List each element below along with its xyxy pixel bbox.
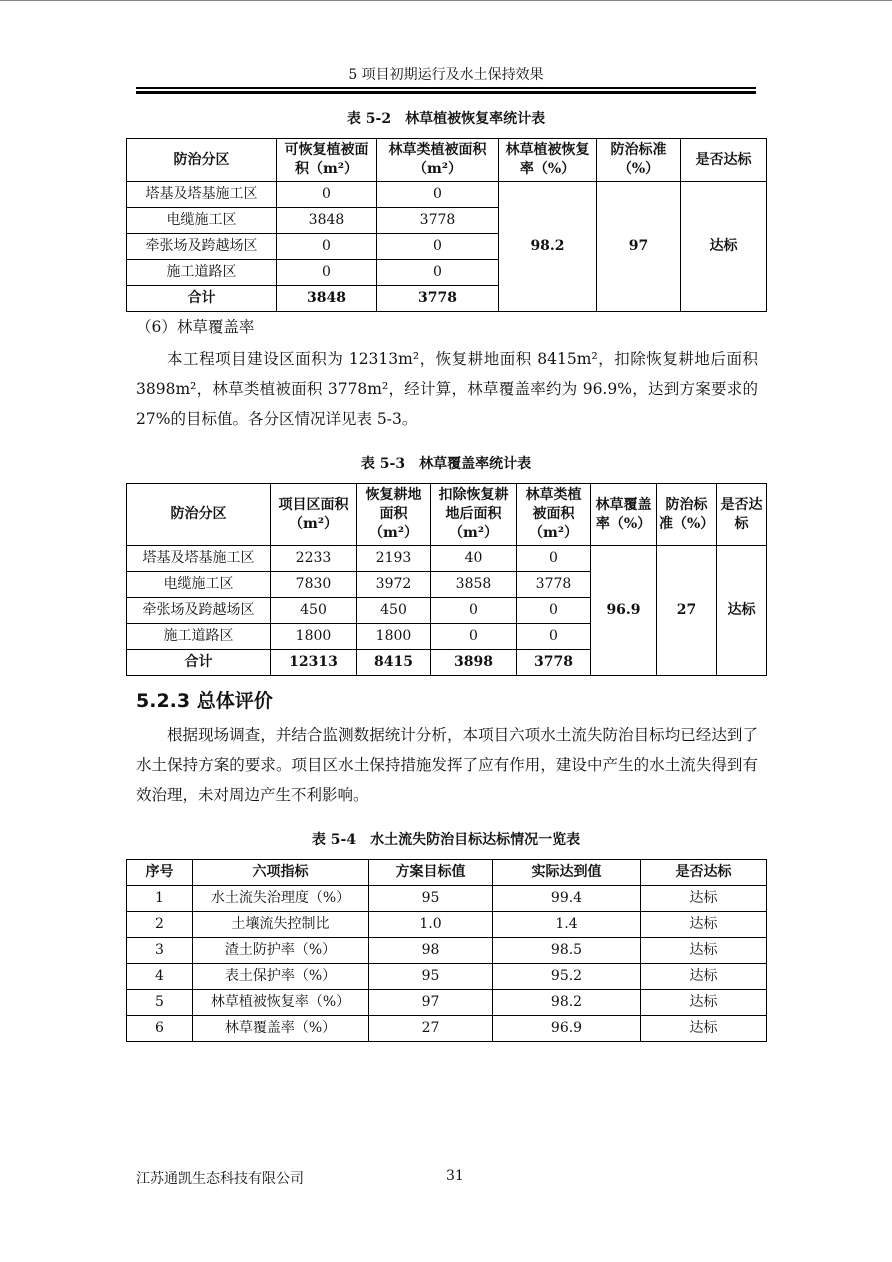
table-cell: 3778 [377, 286, 499, 312]
table-cell: 牵张场及跨越场区 [127, 598, 271, 624]
table-cell: 达标 [641, 964, 767, 990]
table-cell: 7830 [271, 572, 357, 598]
merged-standard-cell: 27 [657, 546, 717, 676]
table-cell: 1.0 [369, 912, 493, 938]
table-cell: 渣土防护率（%） [193, 938, 369, 964]
column-header: 林草植被恢复率（%） [499, 139, 597, 182]
table-cell: 塔基及塔基施工区 [127, 182, 277, 208]
table-cell: 2 [127, 912, 193, 938]
table-cell: 1800 [357, 624, 431, 650]
table-5-4-number: 表 5-4 [311, 832, 357, 848]
table-cell: 牵张场及跨越场区 [127, 234, 277, 260]
column-header: 是否达标 [717, 484, 767, 546]
table-5-4-caption [136, 829, 756, 849]
paragraph-text: 本工程项目建设区面积为 12313m²，恢复耕地面积 8415m²，扣除恢复耕地后面积 3898m²，林草类植被面积 3778m²，经计算，林草覆盖率约为 96.9%，达到方案要求的 27%的目标值。各分区情况详见表 5-3。 [136, 350, 758, 428]
table-5-3-number: 表 5-3 [360, 456, 406, 472]
table-row [127, 938, 767, 964]
page-top-border [0, 0, 892, 1]
table-5-2-title: 林草植被恢复率统计表 [405, 111, 546, 127]
table-cell: 450 [357, 598, 431, 624]
table-cell: 98 [369, 938, 493, 964]
table-5-3 [126, 483, 767, 676]
column-header: 林草覆盖率（%） [591, 484, 657, 546]
table-cell: 1800 [271, 624, 357, 650]
column-header: 是否达标 [641, 860, 767, 886]
table-cell: 水土流失治理度（%） [193, 886, 369, 912]
table-row [127, 964, 767, 990]
table-row [127, 912, 767, 938]
table-cell: 450 [271, 598, 357, 624]
column-header: 项目区面积（m²） [271, 484, 357, 546]
table-cell: 2193 [357, 546, 431, 572]
table-cell: 3972 [357, 572, 431, 598]
merged-rate-cell: 96.9 [591, 546, 657, 676]
column-header: 扣除恢复耕地后面积（m²） [431, 484, 517, 546]
table-cell: 0 [377, 182, 499, 208]
table-cell: 达标 [641, 938, 767, 964]
table-cell: 0 [277, 260, 377, 286]
table-5-4-title: 水土流失防治目标达标情况一览表 [370, 832, 581, 848]
table-cell: 达标 [641, 886, 767, 912]
table-cell: 0 [377, 234, 499, 260]
table-cell: 98.2 [493, 990, 641, 1016]
merged-result-cell: 达标 [681, 182, 767, 312]
table-cell: 1 [127, 886, 193, 912]
column-header: 六项指标 [193, 860, 369, 886]
table-cell: 8415 [357, 650, 431, 676]
table-row [127, 139, 767, 182]
column-header: 实际达到值 [493, 860, 641, 886]
column-header: 防治标准（%） [657, 484, 717, 546]
header-rule-thick [136, 91, 756, 94]
column-header: 防治分区 [127, 484, 271, 546]
table-cell: 林草植被恢复率（%） [193, 990, 369, 1016]
merged-rate-cell: 98.2 [499, 182, 597, 312]
table-cell: 施工道路区 [127, 624, 271, 650]
column-header: 防治标准（%） [597, 139, 681, 182]
paragraph-text: 根据现场调查，并结合监测数据统计分析，本项目六项水土流失防治目标均已经达到了水土保持方案的要求。项目区水土保持措施发挥了应有作用，建设中产生的水土流失得到有效治理，未对周边产生不利影响。 [136, 726, 758, 804]
table-cell: 达标 [641, 1016, 767, 1042]
header-rule-thin [136, 87, 756, 89]
table-cell: 5 [127, 990, 193, 1016]
table-row [127, 860, 767, 886]
table-cell: 3848 [277, 208, 377, 234]
section-heading: 5.2.3 总体评价 [136, 690, 273, 712]
table-cell: 2233 [271, 546, 357, 572]
table-cell: 97 [369, 990, 493, 1016]
table-cell: 40 [431, 546, 517, 572]
table-cell: 3898 [431, 650, 517, 676]
merged-result-cell: 达标 [717, 546, 767, 676]
table-cell: 合计 [127, 286, 277, 312]
merged-standard-cell: 97 [597, 182, 681, 312]
table-cell: 塔基及塔基施工区 [127, 546, 271, 572]
running-header: 5 项目初期运行及水土保持效果 [348, 67, 544, 83]
table-cell: 0 [377, 260, 499, 286]
table-cell: 0 [517, 546, 591, 572]
column-header: 林草类植被面积（m²） [517, 484, 591, 546]
paragraph-evaluation [136, 720, 758, 810]
table-cell: 27 [369, 1016, 493, 1042]
table-cell: 达标 [641, 912, 767, 938]
table-cell: 0 [517, 624, 591, 650]
table-cell: 95 [369, 886, 493, 912]
column-header: 林草类植被面积（m²） [377, 139, 499, 182]
table-cell: 合计 [127, 650, 271, 676]
column-header: 可恢复植被面积（m²） [277, 139, 377, 182]
table-cell: 0 [431, 598, 517, 624]
table-cell: 12313 [271, 650, 357, 676]
table-cell: 3 [127, 938, 193, 964]
table-row [127, 990, 767, 1016]
table-cell: 96.9 [493, 1016, 641, 1042]
table-cell: 0 [517, 598, 591, 624]
column-header: 是否达标 [681, 139, 767, 182]
table-5-3-caption [136, 453, 756, 473]
table-row [127, 182, 767, 208]
table-cell: 3858 [431, 572, 517, 598]
table-cell: 4 [127, 964, 193, 990]
table-cell: 0 [277, 182, 377, 208]
table-cell: 电缆施工区 [127, 208, 277, 234]
table-5-2-caption [136, 108, 756, 128]
column-header: 方案目标值 [369, 860, 493, 886]
table-cell: 3778 [517, 650, 591, 676]
table-5-2 [126, 138, 767, 312]
table-5-3-title: 林草覆盖率统计表 [419, 456, 532, 472]
table-cell: 林草覆盖率（%） [193, 1016, 369, 1042]
table-cell: 1.4 [493, 912, 641, 938]
table-cell: 土壤流失控制比 [193, 912, 369, 938]
table-cell: 3848 [277, 286, 377, 312]
table-cell: 施工道路区 [127, 260, 277, 286]
page-number: 31 [446, 1168, 464, 1184]
table-5-2-number: 表 5-2 [346, 111, 392, 127]
table-cell: 达标 [641, 990, 767, 1016]
table-cell: 95.2 [493, 964, 641, 990]
table-row [127, 886, 767, 912]
table-5-4 [126, 859, 767, 1042]
table-row [127, 1016, 767, 1042]
column-header: 防治分区 [127, 139, 277, 182]
table-row [127, 484, 767, 546]
table-cell: 3778 [517, 572, 591, 598]
table-row [127, 546, 767, 572]
subsection-heading: （6）林草覆盖率 [136, 318, 255, 336]
table-cell: 表土保护率（%） [193, 964, 369, 990]
table-cell: 0 [277, 234, 377, 260]
column-header: 恢复耕地面积（m²） [357, 484, 431, 546]
table-cell: 95 [369, 964, 493, 990]
table-cell: 99.4 [493, 886, 641, 912]
table-cell: 0 [431, 624, 517, 650]
paragraph-coverage [136, 344, 758, 434]
table-cell: 电缆施工区 [127, 572, 271, 598]
table-cell: 3778 [377, 208, 499, 234]
table-cell: 98.5 [493, 938, 641, 964]
table-cell: 6 [127, 1016, 193, 1042]
footer-company: 江苏通凯生态科技有限公司 [136, 1171, 304, 1187]
column-header: 序号 [127, 860, 193, 886]
